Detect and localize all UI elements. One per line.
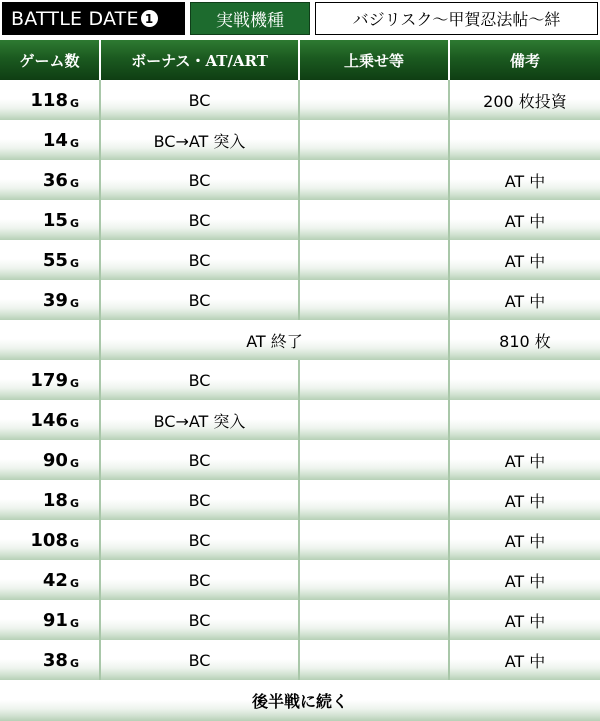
table-body [0, 80, 600, 721]
note-cell [450, 120, 600, 160]
games-cell [0, 520, 101, 560]
plus-cell [300, 80, 450, 120]
games-value: 118 [30, 89, 68, 111]
table-row [0, 240, 600, 280]
note-cell [450, 360, 600, 400]
machine-label: 実戦機種 [190, 2, 310, 35]
games-cell [0, 360, 101, 400]
note-cell: AT 中 [504, 291, 546, 311]
games-unit: G [69, 216, 79, 230]
games-cell [0, 560, 101, 600]
games-value: 39 [42, 289, 68, 311]
bonus-cell: BC [101, 80, 300, 120]
plus-cell [300, 400, 450, 440]
column-header-note: 備考 [509, 51, 540, 70]
games-unit: G [69, 616, 79, 630]
table-row [0, 400, 600, 440]
merged-status-cell: AT 終了 [101, 320, 450, 360]
games-cell [0, 80, 101, 120]
note-cell: AT 中 [504, 451, 546, 471]
games-value: 15 [42, 209, 68, 231]
games-unit: G [69, 656, 79, 670]
table-row [0, 600, 600, 640]
games-unit: G [69, 576, 79, 590]
top-header-bar [0, 0, 600, 38]
plus-cell [300, 160, 450, 200]
games-value: 38 [42, 649, 68, 671]
table-row [0, 640, 600, 680]
games-unit: G [69, 376, 79, 390]
footer-row [0, 680, 600, 721]
games-unit: G [69, 256, 79, 270]
games-unit: G [69, 96, 79, 110]
games-unit: G [69, 536, 79, 550]
bonus-cell: BC [101, 440, 300, 480]
bonus-cell: BC [101, 480, 300, 520]
table-header [0, 40, 600, 80]
table-row [0, 560, 600, 600]
note-cell: AT 中 [504, 531, 546, 551]
bonus-cell: BC [101, 280, 300, 320]
machine-name: バジリスク〜甲賀忍法帖〜絆 [315, 2, 598, 35]
bonus-cell: BC [101, 360, 300, 400]
table-row [0, 480, 600, 520]
plus-cell [300, 480, 450, 520]
games-unit: G [69, 416, 79, 430]
bonus-cell: BC [101, 160, 300, 200]
plus-cell [300, 640, 450, 680]
games-value: 108 [30, 529, 68, 551]
games-value: 91 [42, 609, 68, 631]
plus-cell [300, 280, 450, 320]
table-row [0, 200, 600, 240]
battle-date-title-text: BATTLE DATE [11, 7, 139, 30]
games-cell [0, 240, 101, 280]
games-unit: G [69, 176, 79, 190]
table-row [0, 280, 600, 320]
games-value: 55 [42, 249, 68, 271]
column-header-bonus: ボーナス・AT/ART [101, 40, 300, 80]
bonus-cell: BC [101, 200, 300, 240]
bonus-cell: BC [101, 560, 300, 600]
games-value: 14 [42, 129, 68, 151]
table-row [0, 360, 600, 400]
games-cell [0, 120, 101, 160]
column-header-games: ゲーム数 [0, 40, 101, 80]
note-cell: AT 中 [504, 611, 546, 631]
bonus-cell: BC→AT 突入 [101, 400, 300, 440]
games-cell [0, 200, 101, 240]
plus-cell [300, 440, 450, 480]
games-unit: G [69, 456, 79, 470]
table-row [0, 80, 600, 120]
bonus-cell: BC [101, 600, 300, 640]
note-cell: 810 枚 [499, 331, 551, 351]
bonus-cell: BC→AT 突入 [101, 120, 300, 160]
plus-cell [300, 240, 450, 280]
plus-cell [300, 520, 450, 560]
bonus-cell: BC [101, 640, 300, 680]
battle-number-badge: 1 [141, 10, 158, 27]
games-value: 36 [42, 169, 68, 191]
games-unit: G [69, 136, 79, 150]
note-cell [450, 400, 600, 440]
games-unit: G [69, 296, 79, 310]
games-value: 179 [30, 369, 68, 391]
table-row [0, 160, 600, 200]
bonus-cell: BC [101, 240, 300, 280]
footer-continue-text: 後半戦に続く [251, 692, 348, 711]
plus-cell [300, 360, 450, 400]
plus-cell [300, 560, 450, 600]
column-header-plus: 上乗せ等 [300, 40, 450, 80]
table-row [0, 120, 600, 160]
note-cell: AT 中 [504, 251, 546, 271]
games-cell [0, 320, 101, 360]
plus-cell [300, 200, 450, 240]
games-cell [0, 440, 101, 480]
battle-date-title [2, 2, 185, 35]
games-cell [0, 400, 101, 440]
note-cell: AT 中 [504, 571, 546, 591]
table-row [0, 440, 600, 480]
bonus-cell: BC [101, 520, 300, 560]
note-cell: 200 枚投資 [483, 91, 567, 111]
plus-cell [300, 120, 450, 160]
note-cell: AT 中 [504, 651, 546, 671]
note-cell: AT 中 [504, 211, 546, 231]
games-value: 42 [42, 569, 68, 591]
games-cell [0, 480, 101, 520]
games-cell [0, 280, 101, 320]
table-row [0, 520, 600, 560]
games-cell [0, 640, 101, 680]
games-value: 90 [42, 449, 68, 471]
games-cell [0, 160, 101, 200]
plus-cell [300, 600, 450, 640]
note-cell: AT 中 [504, 171, 546, 191]
games-unit: G [69, 496, 79, 510]
games-value: 18 [42, 489, 68, 511]
note-cell: AT 中 [504, 491, 546, 511]
table-row [0, 320, 600, 360]
games-cell [0, 600, 101, 640]
games-value: 146 [30, 409, 68, 431]
